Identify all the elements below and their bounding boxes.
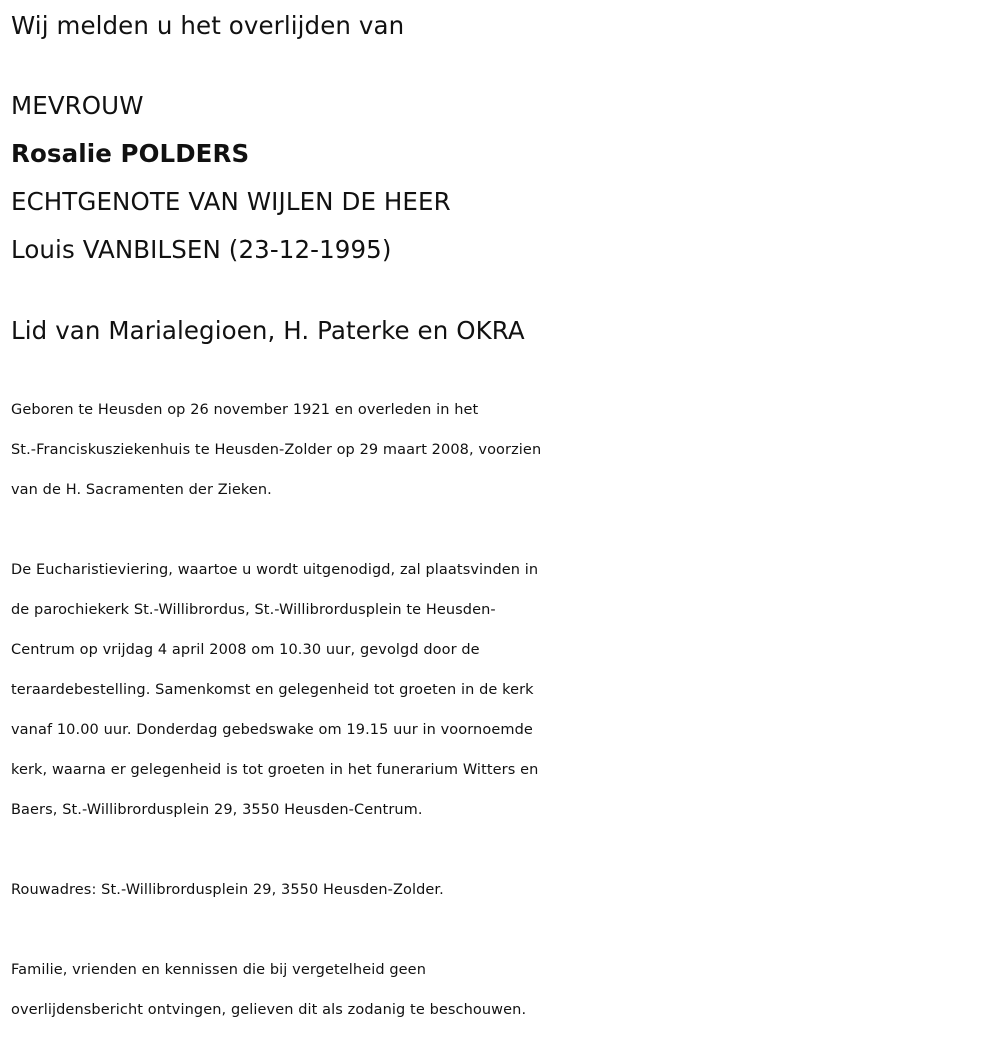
birth-death-paragraph xyxy=(11,390,993,510)
paragraph-line: van de H. Sacramenten der Zieken. xyxy=(11,482,272,498)
paragraph-line: Familie, vrienden en kennissen die bij vergetelheid geen xyxy=(11,962,426,978)
paragraph-line: Baers, St.-Willibrordusplein 29, 3550 Heusden-Centrum. xyxy=(11,802,423,818)
membership-text: Lid van Marialegioen, H. Paterke en OKRA xyxy=(11,316,525,345)
address-text: Rouwadres: St.-Willibrordusplein 29, 3550 Heusden-Zolder. xyxy=(11,882,444,898)
ceremony-paragraph xyxy=(11,550,993,830)
closing-paragraph xyxy=(11,950,993,1030)
paragraph-line: overlijdensbericht ontvingen, gelieven dit als zodanig te beschouwen. xyxy=(11,1002,527,1018)
paragraph-line: De Eucharistieviering, waartoe u wordt uitgenodigd, zal plaatsvinden in xyxy=(11,562,539,578)
paragraph-line: Geboren te Heusden op 26 november 1921 en overleden in het xyxy=(11,402,479,418)
paragraph-line: St.-Franciskusziekenhuis te Heusden-Zolder op 29 maart 2008, voorzien xyxy=(11,442,542,458)
mourning-address xyxy=(11,870,993,910)
paragraph-line: Centrum op vrijdag 4 april 2008 om 10.30 uur, gevolgd door de xyxy=(11,642,480,658)
deceased-name: Rosalie POLDERS xyxy=(11,139,250,168)
paragraph-line: vanaf 10.00 uur. Donderdag gebedswake om 19.15 uur in voornoemde xyxy=(11,722,533,738)
spouse-label: ECHTGENOTE VAN WIJLEN DE HEER xyxy=(11,187,451,216)
paragraph-line: kerk, waarna er gelegenheid is tot groeten in het funerarium Witters en xyxy=(11,762,539,778)
intro-text: Wij melden u het overlijden van xyxy=(11,11,405,40)
paragraph-line: de parochiekerk St.-Willibrordus, St.-Willibrordusplein te Heusden- xyxy=(11,602,496,618)
spouse-name: Louis VANBILSEN (23-12-1995) xyxy=(11,235,392,264)
paragraph-line: teraardebestelling. Samenkomst en gelegenheid tot groeten in de kerk xyxy=(11,682,534,698)
honorific-title: MEVROUW xyxy=(11,91,144,120)
